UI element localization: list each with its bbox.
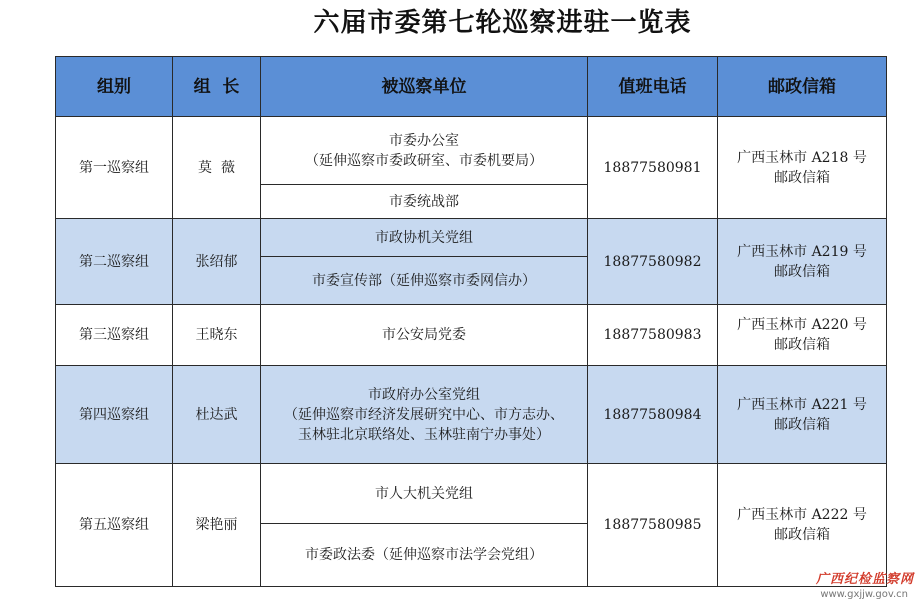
duty-phone: 18877580984: [588, 366, 718, 464]
group-name: 第五巡察组: [56, 464, 173, 587]
group-leader: 王晓东: [173, 305, 261, 366]
site-url: www.gxjjw.gov.cn: [820, 589, 908, 600]
duty-phone: 18877580983: [588, 305, 718, 366]
header-leader: 组 长: [173, 57, 261, 117]
group-name: 第四巡察组: [56, 366, 173, 464]
duty-phone: 18877580985: [588, 464, 718, 587]
table-row: [56, 117, 887, 185]
inspection-table: [55, 56, 887, 587]
group-leader: 杜达武: [173, 366, 261, 464]
table-row: [56, 219, 887, 257]
inspected-unit: 市委政法委（延伸巡察市法学会党组）: [261, 524, 588, 587]
duty-phone: 18877580981: [588, 117, 718, 219]
header-group: 组别: [56, 57, 173, 117]
post-mailbox: 广西玉林市 A220 号 邮政信箱: [718, 305, 887, 366]
table-row: [56, 305, 887, 366]
group-name: 第二巡察组: [56, 219, 173, 305]
post-mailbox: 广西玉林市 A218 号 邮政信箱: [718, 117, 887, 219]
group-leader: 张绍郁: [173, 219, 261, 305]
inspected-unit: 市政府办公室党组 （延伸巡察市经济发展研究中心、市方志办、 玉林驻北京联络处、玉林驻南宁办事处）: [261, 366, 588, 464]
duty-phone: 18877580982: [588, 219, 718, 305]
inspected-unit: 市公安局党委: [261, 305, 588, 366]
inspected-unit: 市委统战部: [261, 185, 588, 219]
group-leader: 梁艳丽: [173, 464, 261, 587]
post-mailbox: 广西玉林市 A219 号 邮政信箱: [718, 219, 887, 305]
inspected-unit: 市委宣传部（延伸巡察市委网信办）: [261, 257, 588, 305]
inspected-unit: 市人大机关党组: [261, 464, 588, 524]
header-unit: 被巡察单位: [261, 57, 588, 117]
header-phone: 值班电话: [588, 57, 718, 117]
page-title: 六届市委第七轮巡察进驻一览表: [313, 8, 692, 38]
header-mailbox: 邮政信箱: [718, 57, 887, 117]
group-name: 第三巡察组: [56, 305, 173, 366]
post-mailbox: 广西玉林市 A222 号 邮政信箱: [718, 464, 887, 587]
table-header-row: [56, 57, 887, 117]
table-row: [56, 366, 887, 464]
inspected-unit: 市委办公室 （延伸巡察市委政研室、市委机要局）: [261, 117, 588, 185]
group-leader: 莫 薇: [173, 117, 261, 219]
site-watermark: 广西纪检监察网: [815, 572, 914, 587]
post-mailbox: 广西玉林市 A221 号 邮政信箱: [718, 366, 887, 464]
group-name: 第一巡察组: [56, 117, 173, 219]
table-row: [56, 464, 887, 524]
inspected-unit: 市政协机关党组: [261, 219, 588, 257]
